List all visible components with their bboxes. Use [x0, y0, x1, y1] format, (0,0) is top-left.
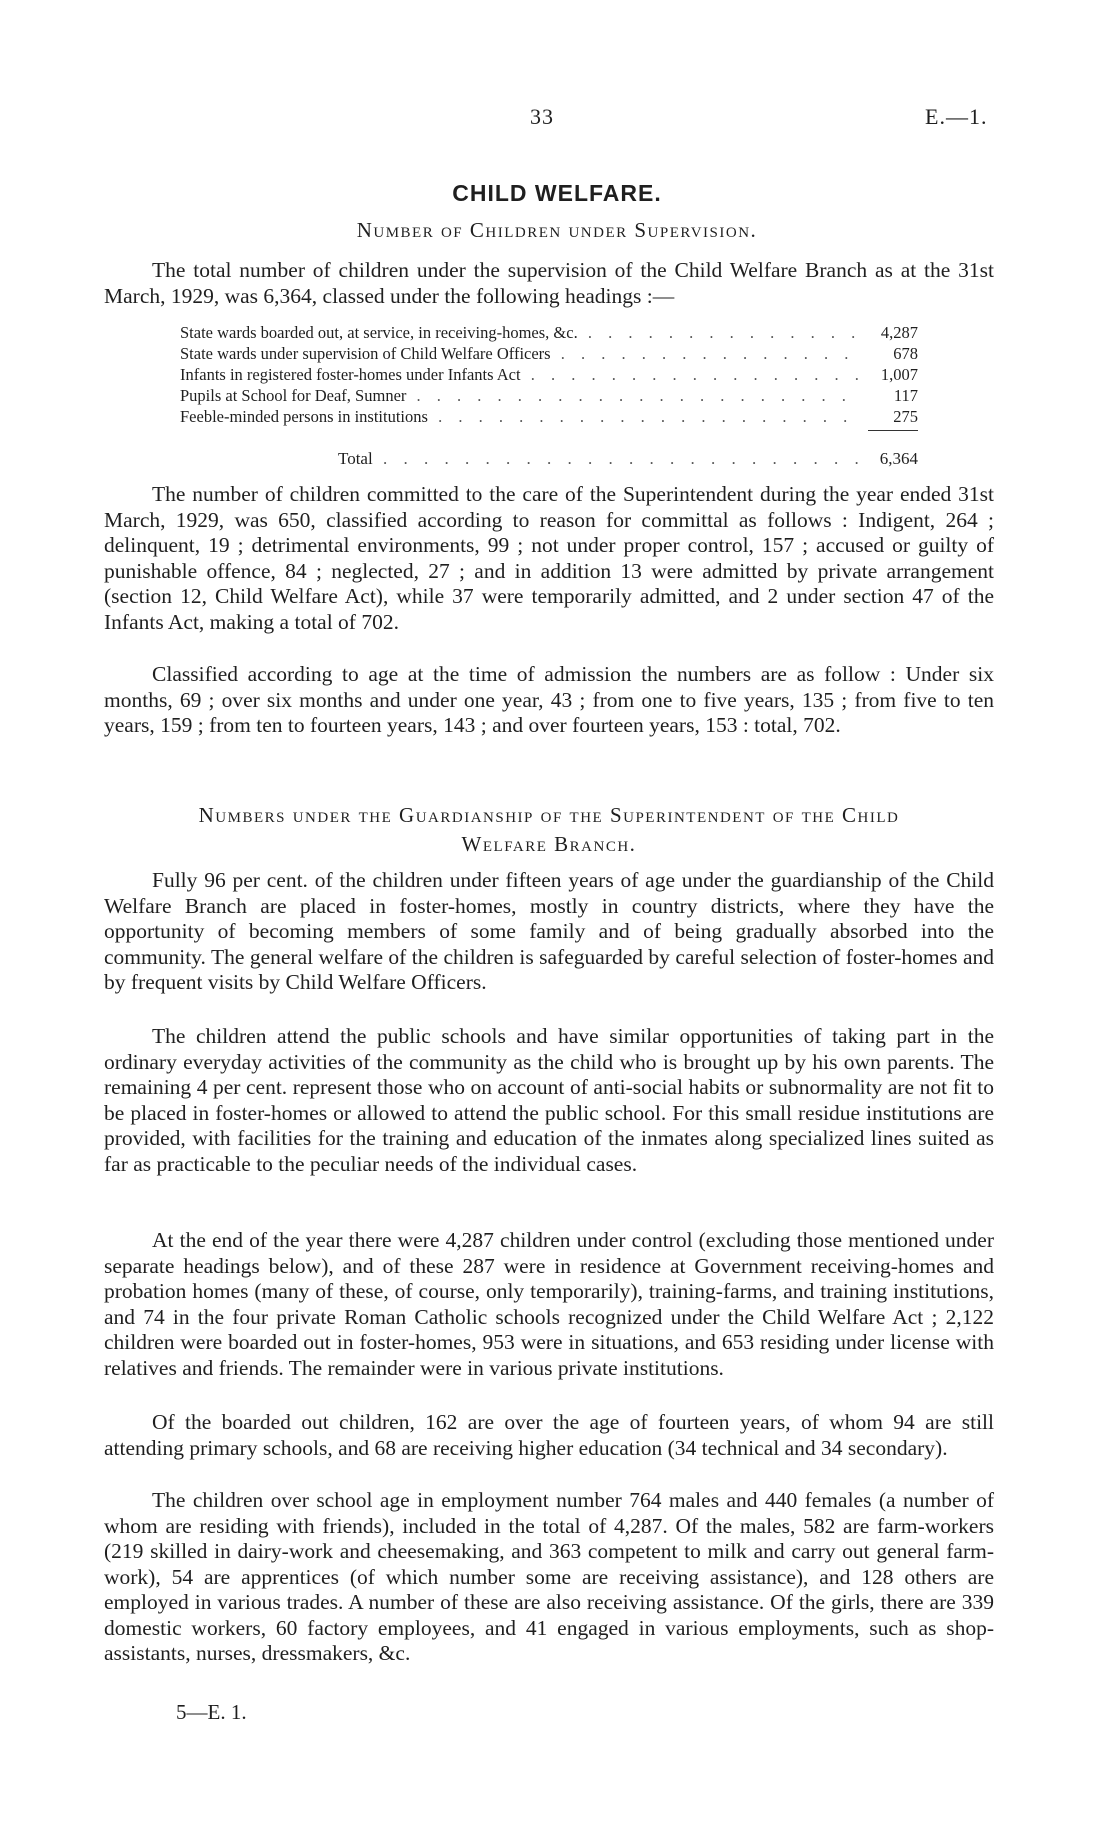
row-value: 678	[893, 344, 918, 363]
table-total-row	[180, 449, 918, 469]
paragraph-foster-homes: Fully 96 per cent. of the children under fifteen years of age under the guardianship of the Child Welfare Branch are placed in foster-homes, mostly in country districts, where they have the opportunity of becoming members of some family and of being gradually absorbed into the community. The general welfare of the children is safeguarded by careful selection of foster-homes and by frequent visits by Child Welfare Officers.	[104, 868, 994, 994]
paragraph-public-schools: The children attend the public schools and have similar opportunities of taking part in the ordinary everyday activities of the community as the child who is brought up by his own parents. The remaining 4 per cent. represent those who on account of anti-social habits or subnormality are not fit to be placed in foster-homes or allowed to attend the public school. For this small residue institutions are provided, with facilities for the training and education of the inmates along specialized lines suited as far as practicable to the peculiar needs of the individual cases.	[104, 1024, 994, 1176]
age-paragraph: Classified according to age at the time of admission the numbers are as follow : Under six months, 69 ; over six months and under one year, 43 ; from one to five years, 135 ; from five to ten years, 159 ; from ten to fourteen years, 143 ; and over fourteen years, 153 : total, 702.	[104, 662, 994, 737]
row-value: 4,287	[880, 323, 918, 342]
supervision-table	[180, 322, 918, 427]
table-row	[180, 385, 918, 406]
table-row	[180, 364, 918, 385]
paragraph-under-control: At the end of the year there were 4,287 children under control (excluding those mentioned under separate headings below), and of these 287 were in residence at Government receiving-homes and probation homes (many of these, of course, only temporarily), training-farms, and training institutions, and 74 in the four private Roman Catholic schools recognized under the Child Welfare Act ; 2,122 children were boarded out in foster-homes, 953 were in situations, and 653 residing under license with relatives and friends. The remainder were in various private institutions.	[104, 1228, 994, 1380]
section-heading-supervision: Number of Children under Supervision.	[356, 218, 758, 242]
row-value: 1,007	[880, 365, 918, 384]
row-label: Feeble-minded persons in institutions . . .	[180, 406, 862, 427]
row-value: 117	[893, 386, 918, 405]
row-label: State wards under supervision of Child Welfare Officers . . .	[180, 343, 862, 364]
row-label: Pupils at School for Deaf, Sumner . . .	[180, 385, 862, 406]
table-row	[180, 322, 918, 343]
document-reference: E.—1.	[925, 104, 988, 129]
heading-line: Welfare Branch.	[461, 832, 637, 856]
total-value: 6,364	[879, 449, 918, 468]
row-label: Infants in registered foster-homes under Infants Act . . .	[180, 364, 862, 385]
paragraph-employment: The children over school age in employment number 764 males and 440 females (a number of whom are residing with friends), included in the total of 4,287. Of the males, 582 are farm-workers (219 skilled in dairy-work and cheesemaking, and 363 competent to milk and carry out general farm-work), 54 are apprentices (of which number some are receiving assistance), and 128 others are employed in various trades. A number of these are also receiving assistance. Of the girls, there are 339 domestic workers, 60 factory employees, and 41 engaged in various employments, such as shop-assistants, nurses, dressmakers, &c.	[104, 1488, 994, 1665]
total-rule	[868, 430, 918, 431]
row-label: State wards boarded out, at service, in receiving-homes, &c. . . .	[180, 322, 862, 343]
footer-signature: 5—E. 1.	[176, 1700, 247, 1724]
total-label: Total . . .	[180, 449, 862, 469]
table-row	[180, 343, 918, 364]
heading-line: Numbers under the Guardianship of the Superintendent of the Child	[198, 803, 900, 827]
page-number: 33	[530, 104, 554, 129]
intro-paragraph: The total number of children under the supervision of the Child Welfare Branch as at the 31st March, 1929, was 6,364, classed under the following headings :—	[104, 258, 994, 308]
paragraph-boarded-out: Of the boarded out children, 162 are over the age of fourteen years, of whom 94 are still attending primary schools, and 68 are receiving higher education (34 technical and 34 secondary).	[104, 1410, 994, 1460]
table-row	[180, 406, 918, 427]
section-heading-guardianship	[104, 801, 994, 859]
committed-paragraph: The number of children committed to the care of the Superintendent during the year ended 31st March, 1929, was 650, classified according to reason for committal as follows : Indigent, 264 ; delinquent, 19 ; detrimental environments, 99 ; not under proper control, 157 ; accused or guilty of punishable offence, 84 ; neglected, 27 ; and in addition 13 were admitted by private arrangement (section 12, Child Welfare Act), while 37 were temporarily admitted, and 2 under section 47 of the Infants Act, making a total of 702.	[104, 482, 994, 634]
page-title: CHILD WELFARE.	[452, 180, 662, 206]
row-value: 275	[893, 407, 918, 426]
